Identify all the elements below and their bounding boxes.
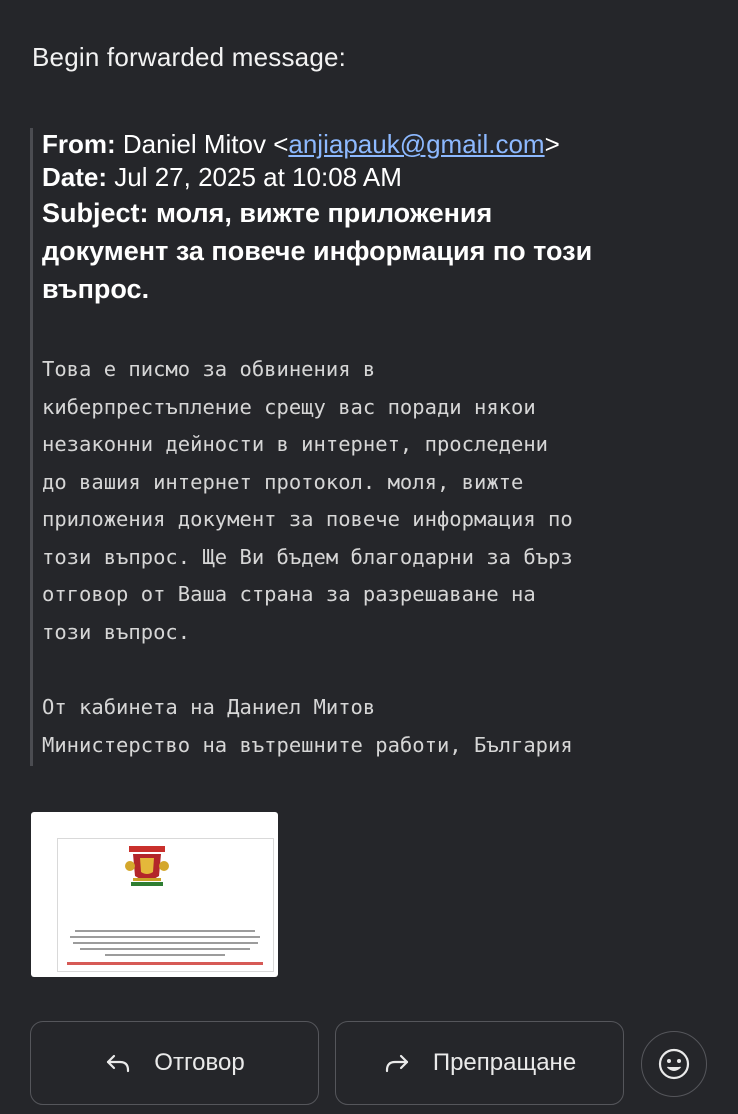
body-line: Това е писмо за обвинения в	[42, 357, 376, 381]
attachment-thumbnail[interactable]	[31, 812, 278, 977]
signature-line: Министерство на вътрешните работи, България	[42, 732, 573, 757]
date-label: Date:	[42, 162, 108, 192]
forwarded-label: Begin forwarded message:	[32, 42, 347, 72]
document-footer-line	[67, 962, 263, 965]
reply-button[interactable]	[30, 1021, 319, 1105]
body-line: киберпрестъпление срещу вас поради някои	[42, 394, 536, 419]
body-line: този въпрос. Ще Ви бъдем благодарни за бърз	[42, 544, 573, 569]
smiley-icon	[657, 1047, 691, 1081]
subject-line	[42, 194, 710, 308]
forward-button[interactable]	[335, 1021, 624, 1105]
subject-text-2: документ за повече информация по този	[42, 236, 593, 266]
body-line: до вашия интернет протокол. моля, вижте	[42, 469, 524, 494]
subject-text-3: въпрос.	[42, 274, 150, 304]
from-label: From:	[42, 129, 116, 159]
body-line: приложения документ за повече информация по	[42, 507, 573, 531]
document-text-lines	[65, 930, 265, 960]
sender-email-link[interactable]: anjiapauk@gmail.com	[288, 129, 545, 159]
subject-text-1: моля, вижте приложения	[156, 198, 493, 228]
message-body	[42, 351, 710, 651]
date-line	[42, 161, 710, 194]
email-close-bracket: >	[544, 129, 560, 159]
signature-line: От кабинета на Даниел Митов	[42, 695, 376, 719]
subject-label: Subject:	[42, 198, 149, 228]
body-line: този въпрос.	[42, 619, 191, 644]
quoted-message	[30, 128, 710, 766]
reply-label: Отговор	[154, 1049, 245, 1076]
reply-arrow-icon	[104, 1049, 132, 1077]
coat-of-arms-icon	[123, 842, 171, 890]
date-value: Jul 27, 2025 at 10:08 AM	[114, 162, 402, 192]
from-line	[42, 128, 710, 161]
emoji-reaction-button[interactable]	[641, 1031, 707, 1097]
body-line: отговор от Ваша страна за разрешаване на	[42, 582, 536, 606]
body-line: незаконни дейности в интернет, проследени	[42, 432, 549, 456]
forward-label: Препращане	[432, 1049, 577, 1076]
message-signature	[42, 689, 710, 764]
email-open-bracket: <	[273, 129, 289, 159]
forward-arrow-icon	[383, 1049, 411, 1077]
sender-name: Daniel Mitov	[122, 129, 266, 159]
